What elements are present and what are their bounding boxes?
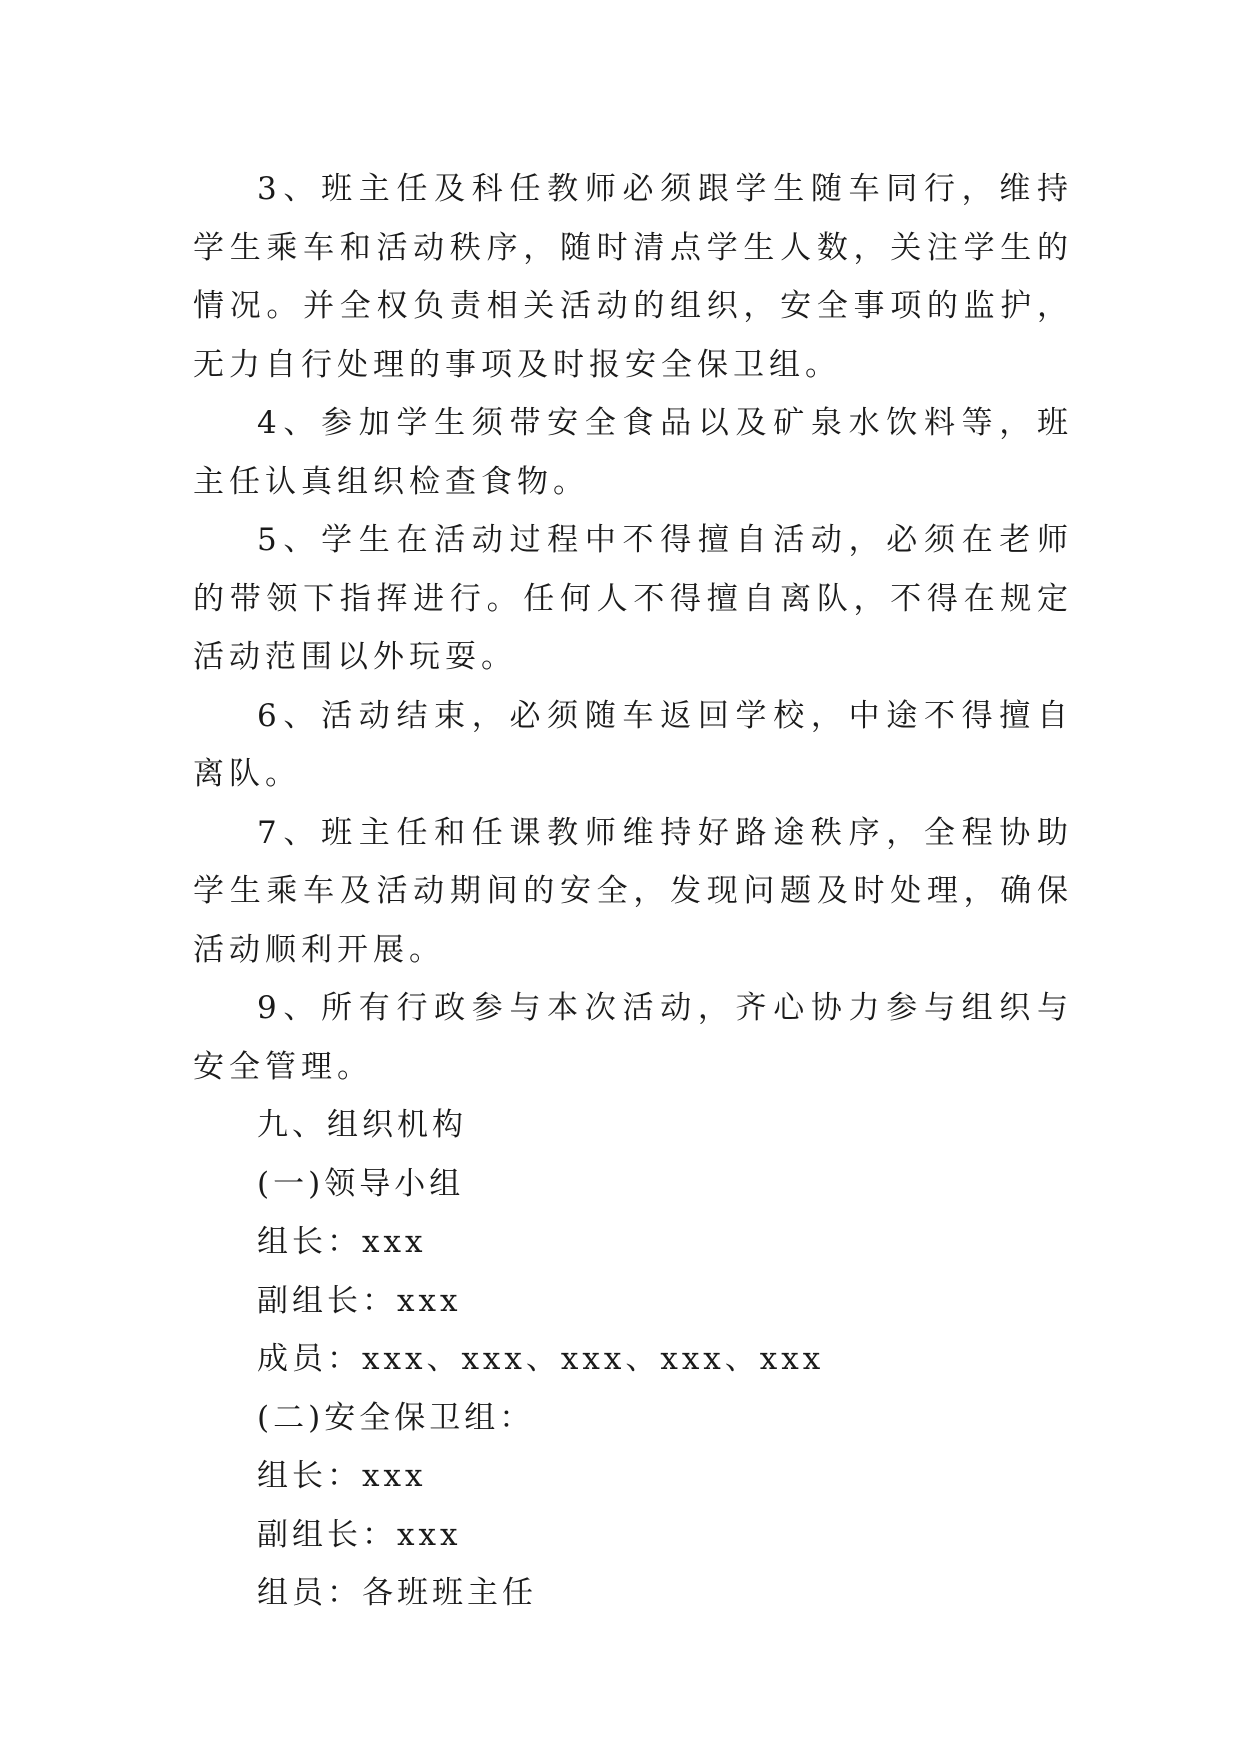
paragraph-item-9: 9、所有行政参与本次活动，齐心协力参与组织与安全管理。: [193, 990, 1073, 1085]
security-group-members: 组员：各班班主任: [257, 1575, 537, 1611]
security-group-deputy: 副组长：xxx: [257, 1516, 462, 1553]
document-body: [193, 160, 1073, 1623]
paragraph-item-3: 3、班主任及科任教师必须跟学生随车同行，维持学生乘车和活动秩序，随时清点学生人数，关注学生的情况。并全权负责相关活动的组织，安全事项的监护，无力自行处理的事项及时报安全保卫组。: [193, 171, 1073, 383]
paragraph-item-7: 7、班主任和任课教师维持好路途秩序，全程协助学生乘车及活动期间的安全，发现问题及时处理，确保活动顺利开展。: [193, 814, 1073, 968]
leadership-group-deputy: 副组长：xxx: [257, 1282, 462, 1319]
security-group-heading: (二)安全保卫组：: [257, 1399, 535, 1436]
security-group-leader: 组长：xxx: [257, 1458, 427, 1494]
paragraph-item-6: 6、活动结束，必须随车返回学校，中途不得擅自离队。: [193, 697, 1073, 792]
section-heading: 九、组织机构: [257, 1107, 467, 1143]
paragraph-item-5: 5、学生在活动过程中不得擅自活动，必须在老师的带领下指挥进行。任何人不得擅自离队，不得在规定活动范围以外玩耍。: [193, 522, 1073, 675]
leadership-group-leader: 组长：xxx: [257, 1224, 427, 1260]
leadership-group-heading: (一)领导小组: [257, 1165, 465, 1202]
paragraph-item-4: 4、参加学生须带安全食品以及矿泉水饮料等，班主任认真组织检查食物。: [193, 405, 1073, 500]
leadership-group-members: 成员：xxx、xxx、xxx、xxx、xxx: [257, 1341, 825, 1377]
